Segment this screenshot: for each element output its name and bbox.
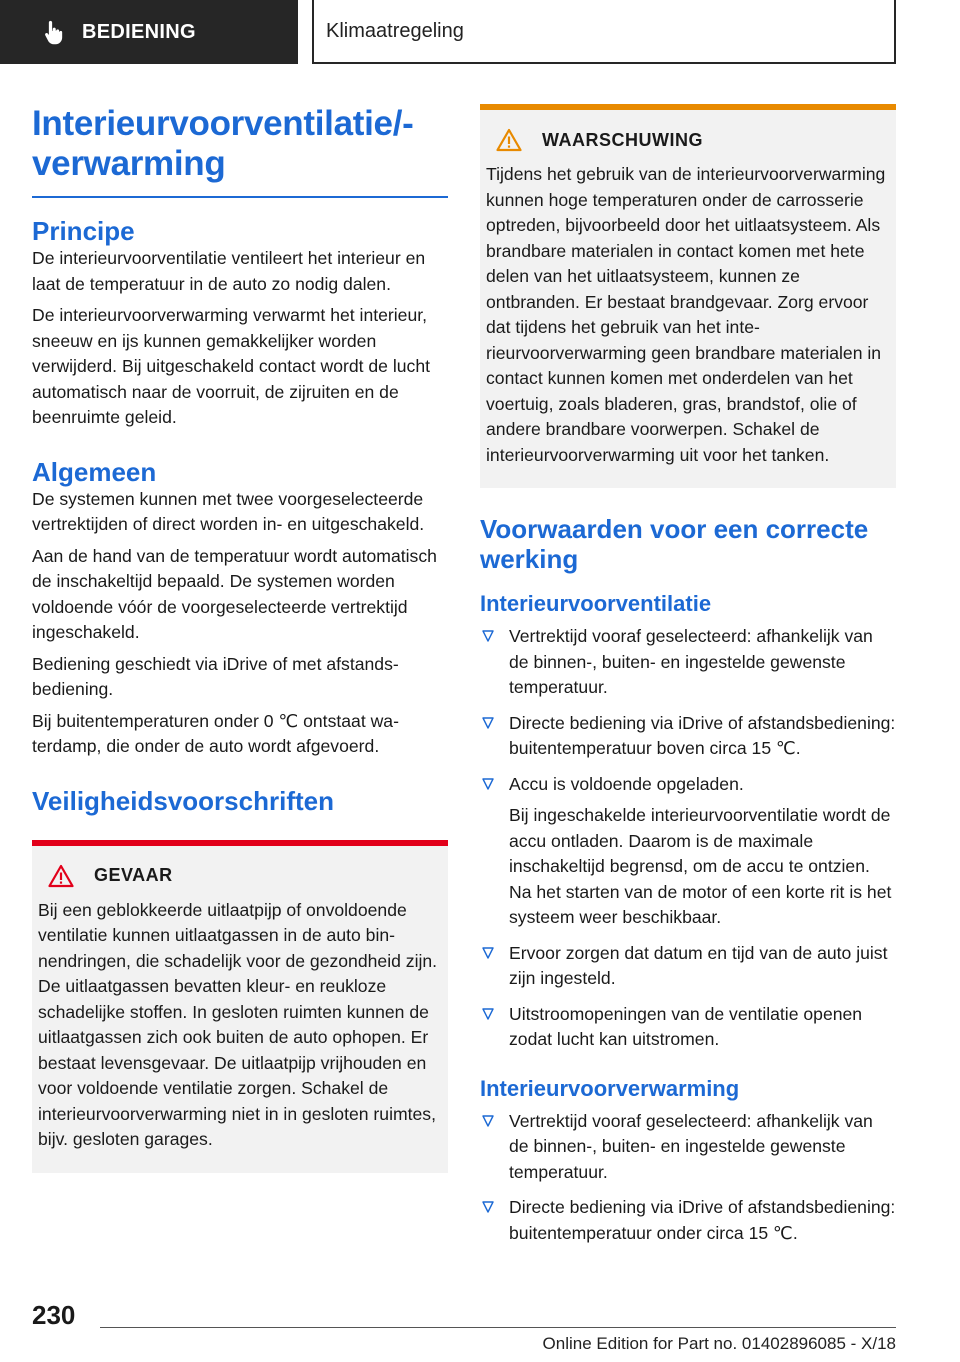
warning-box [480,104,896,488]
accu-note: Bij ingeschakelde interieurvoorventilatie wordt de accu ontladen. Daarom is de maximale inschakeltijd begrensd, om de accu te ontzien. Na het starten van de motor of een korte rit is het systeem weer beschikbaar. [509,805,892,927]
principe-paragraph-1: De interieurvoorventilatie ventileert het interieur en laat de temperatuur in de auto zo nodig dalen. [32,248,426,294]
header-section-label: BEDIENING [82,20,196,43]
heading-interieurvoorventilatie: Interieurvoorventilatie [480,591,712,616]
header-chapter-label: Klimaatregeling [326,19,464,42]
page-title-line-1: Interieurvoorventilatie/- [32,104,414,143]
page-number: 230 [32,1300,76,1330]
bullet-triangle-icon [482,778,494,790]
heading-principe: Principe [32,216,135,246]
danger-box [32,840,448,1173]
right-column [480,104,896,1256]
warning-text: Tijdens het gebruik van de interieurvoorverwarming kunnen hoge temperaturen onder de carrosserie optreden, bijvoorbeeld door het uitlaatsysteem. Als brandbare materialen in contact komen met hete delen van het uitlaatsysteem, kunnen ze ontbranden. Er bestaat brandgevaar. Zorg ervoor dat tijdens het gebruik van het interieurvoorverwarming geen brandbare materialen in contact kunnen komen met onderdelen van het voertuig, zoals bladeren, gras, brandstof, olie of andere brandbare voorwerpen. Schakel de interieurvoorverwarming uit voor het tanken. [486,164,886,465]
header-section-tab [0,0,298,64]
heading-interieurvoorverwarming: Interieurvoorverwarming [480,1075,740,1101]
bullet-triangle-icon [482,630,494,642]
danger-label: GEVAAR [94,865,173,885]
list-item: Directe bediening via iDrive of afstandsbediening: buitentemperatuur onder circa 15 ℃. [480,1195,896,1246]
list-item: Directe bediening via iDrive of afstandsbediening: buitentemperatuur boven circa 15 ℃. [480,711,896,762]
list-item: Uitstroomopeningen van de ventilatie openen zodat lucht kan uitstromen. [480,1002,896,1053]
bullet-triangle-icon [482,1008,494,1020]
warning-label: WAARSCHUWING [542,129,703,150]
heading-veiligheid: Veiligheidsvoorschriften [32,785,334,816]
algemeen-paragraph-4: Bij buitentemperaturen onder 0 ℃ ontstaat waterdamp, die onder de auto wordt afgevoerd. [32,710,399,756]
bullet-triangle-icon [482,947,494,959]
list-item: Ervoor zorgen dat datum en tijd van de auto juist zijn ingesteld. [480,941,896,992]
heading-voorwaarden: Voorwaarden voor een correcte werking [480,514,869,574]
bullet-triangle-icon [482,1201,494,1213]
footer-rule [100,1327,896,1328]
hand-pointer-icon [40,18,68,46]
left-column [32,104,448,1173]
algemeen-paragraph-2: Aan de hand van de temperatuur wordt automatisch de inschakeltijd bepaald. De systemen worden voldoende vóór de voorgeselecteerde vertrektijd ingeschakeld. [32,545,437,642]
bullet-triangle-icon [482,1115,494,1127]
verwarming-list [480,1109,896,1247]
warning-triangle-icon [496,128,522,152]
header-chapter-tab [312,0,896,64]
danger-text: Bij een geblokkeerde uitlaatpijp of onvoldoende ventilatie kunnen uitlaatgassen in de auto binnendringen, die schadelijk voor de gezondheid zijn. De uitlaatgassen bevatten kleur- en reukloze schadelijke stoffen. In gesloten ruimten kunnen de uitlaatgassen zich ook buiten de auto ophopen. Er bestaat levensgevaar. De uitlaatpijp vrijhouden en voor voldoende ventilatie zorgen. Schakel de interieurvoorverwarming niet in in gesloten ruimtes, bijv. gesloten garages. [38,899,438,1149]
title-rule [32,196,448,198]
page-title [32,104,448,184]
bullet-triangle-icon [482,717,494,729]
list-item: Vertrektijd vooraf geselecteerd: afhankelijk van de binnen-, buiten- en ingestelde gewenste temperatuur. [480,624,896,701]
list-item: Vertrektijd vooraf geselecteerd: afhankelijk van de binnen-, buiten- en ingestelde gewenste temperatuur. [480,1109,896,1186]
footer-edition: Online Edition for Part no. 01402896085 - X/18 [542,1334,896,1353]
algemeen-paragraph-1: De systemen kunnen met twee voorgeselecteerde vertrektijden of direct worden in- en uitgeschakeld. [32,488,425,534]
principe-paragraph-2: De interieurvoorverwarming verwarmt het interieur, sneeuw en ijs kunnen gemakkelijker worden verwijderd. Bij uitgeschakeld contact wordt de lucht automatisch naar de voorruit, de zijruiten en de beenruimte geleid. [32,305,431,427]
list-item: Accu is voldoende opgeladen. Bij ingeschakelde interieurvoorventilatie wordt de accu ontladen. Daarom is de maximale inschakeltijd begrensd, om de accu te ontzien. Na het starten van de motor of een korte rit is het systeem weer beschikbaar. [480,772,896,931]
heading-algemeen: Algemeen [32,456,157,487]
ventilatie-list [480,624,896,1053]
algemeen-paragraph-3: Bediening geschiedt via iDrive of met afstandsbediening. [32,653,399,699]
page-title-line-2: verwarming [32,144,226,183]
warning-triangle-icon [48,864,74,888]
